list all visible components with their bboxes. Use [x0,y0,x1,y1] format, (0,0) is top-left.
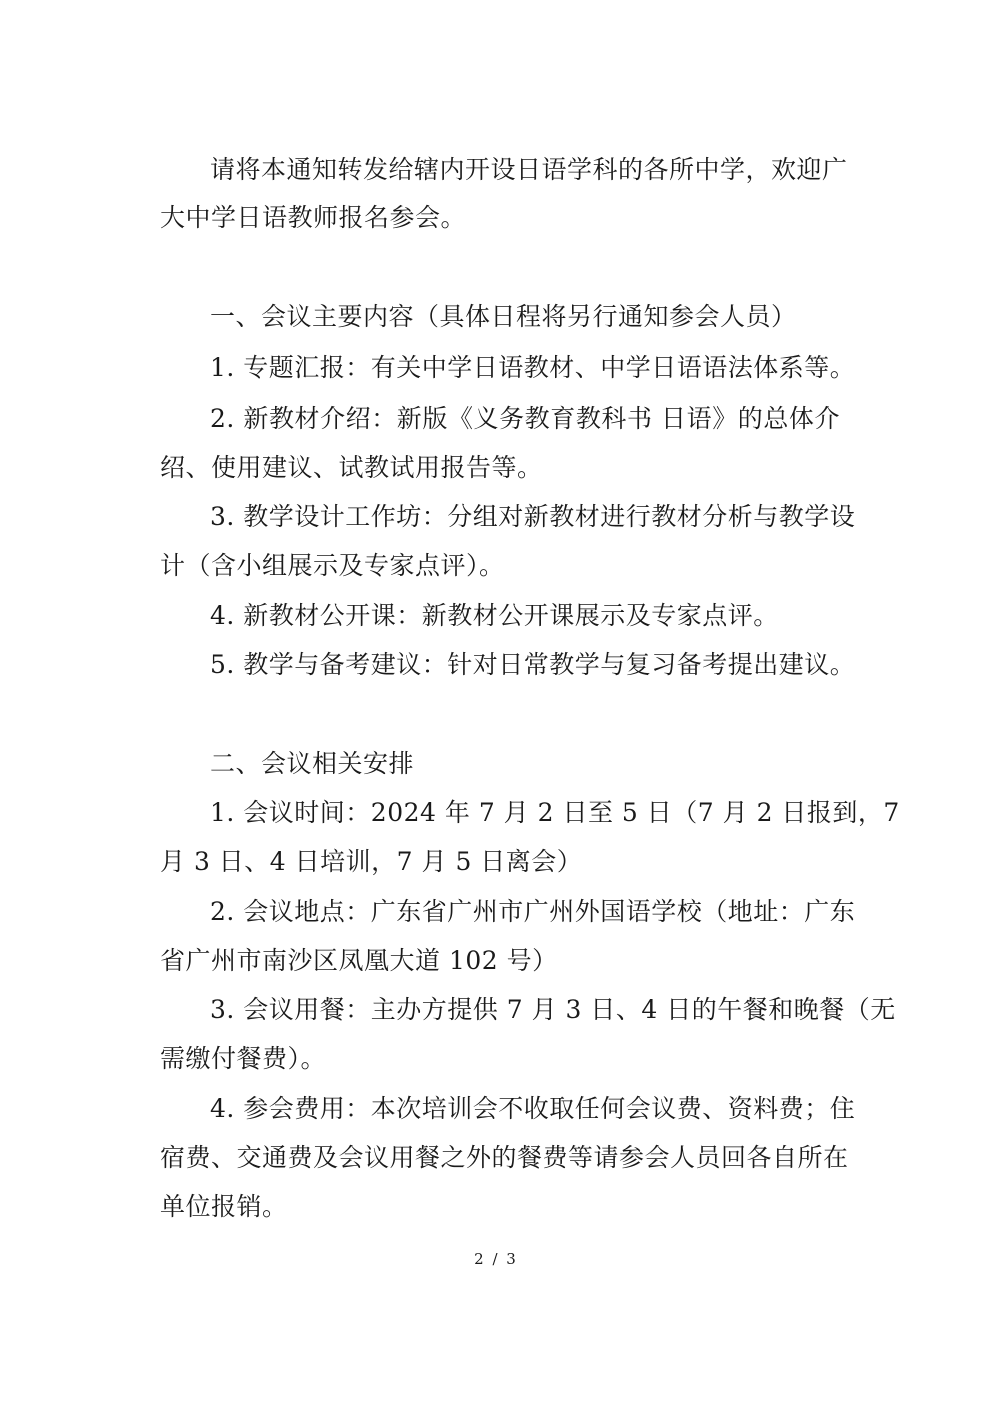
section-2-item-4-line-3: 单位报销。 [160,1192,288,1221]
section-2-item-4-line-1: 4. 参会费用：本次培训会不收取任何会议费、资料费；住 [210,1094,856,1123]
section-1-item-5: 5. 教学与备考建议：针对日常教学与复习备考提出建议。 [210,650,856,679]
section-2-item-2-line-1: 2. 会议地点：广东省广州市广州外国语学校（地址：广东 [210,897,856,926]
section-2-item-1-line-2: 月 3 日、4 日培训，7 月 5 日离会） [160,847,583,876]
section-2-item-1-line-1: 1. 会议时间：2024 年 7 月 2 日至 5 日（7 月 2 日报到，7 [210,798,900,827]
section-2-item-2-line-2: 省广州市南沙区凤凰大道 102 号） [160,946,558,975]
section-1-item-3-line-2: 计（含小组展示及专家点评）。 [160,551,505,580]
section-1-item-2-line-2: 绍、使用建议、试教试用报告等。 [160,453,543,482]
section-2-item-4-line-2: 宿费、交通费及会议用餐之外的餐费等请参会人员回各自所在 [160,1143,849,1172]
intro-paragraph-line-2: 大中学日语教师报名参会。 [160,203,467,232]
intro-paragraph-line-1: 请将本通知转发给辖内开设日语学科的各所中学，欢迎广 [210,155,848,184]
section-2-heading: 二、会议相关安排 [210,749,415,778]
section-1-item-2-line-1: 2. 新教材介绍：新版《义务教育教科书 日语》的总体介 [210,404,840,433]
section-1-heading: 一、会议主要内容（具体日程将另行通知参会人员） [210,302,797,331]
section-2-item-3-line-1: 3. 会议用餐：主办方提供 7 月 3 日、4 日的午餐和晚餐（无 [210,995,896,1024]
page-number: 2 / 3 [474,1250,518,1268]
section-1-item-3-line-1: 3. 教学设计工作坊：分组对新教材进行教材分析与教学设 [210,502,856,531]
section-1-item-4: 4. 新教材公开课：新教材公开课展示及专家点评。 [210,601,779,630]
section-2-item-3-line-2: 需缴付餐费）。 [160,1044,327,1073]
section-1-item-1: 1. 专题汇报：有关中学日语教材、中学日语语法体系等。 [210,353,856,382]
